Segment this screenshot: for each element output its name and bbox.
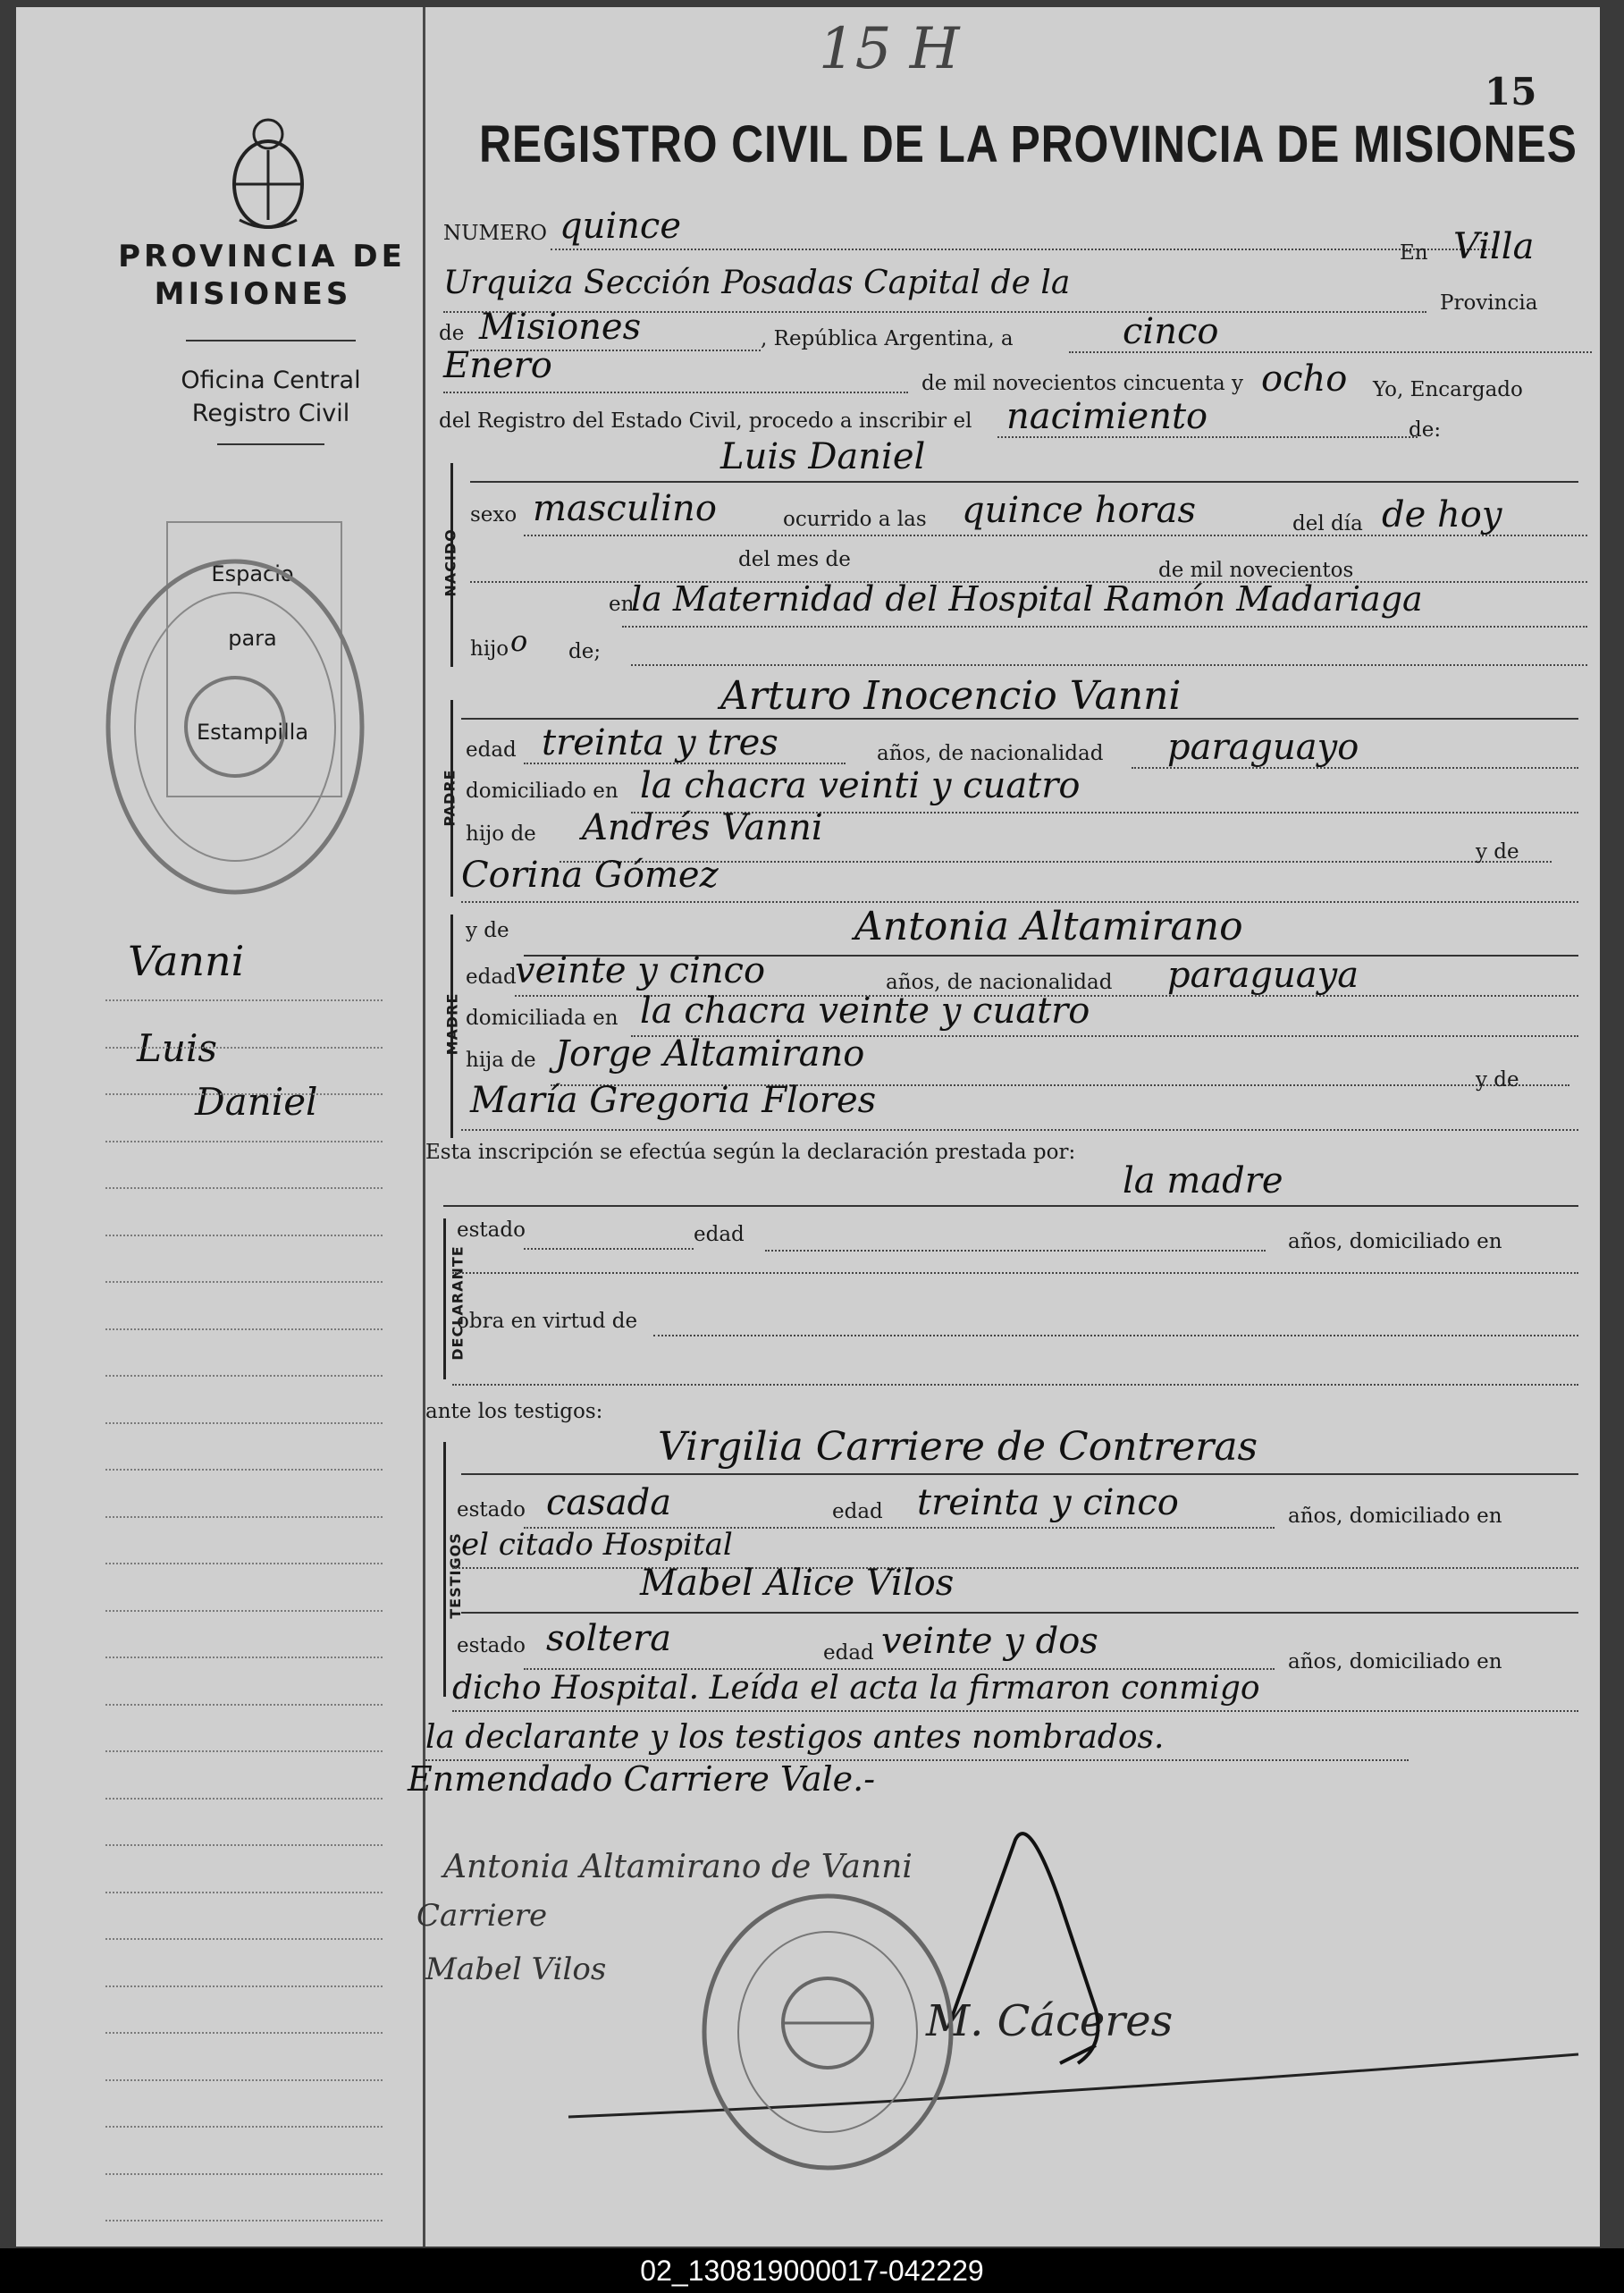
madre-section-label: MADRE	[443, 992, 461, 1056]
fill-line	[524, 1248, 694, 1250]
witness1-name: Virgilia Carriere de Contreras	[658, 1424, 1258, 1470]
y-de-label: y de	[1476, 840, 1519, 864]
divider	[186, 340, 356, 341]
closing-line-2: la declarante y los testigos antes nombrados.	[425, 1719, 1165, 1756]
rule	[461, 1473, 1578, 1475]
divider	[217, 443, 324, 445]
yo-label: Yo, Encargado	[1373, 378, 1523, 401]
testigos-section-label: TESTIGOS	[446, 1532, 464, 1619]
amendment-note: Enmendado Carriere Vale.-	[408, 1759, 876, 1799]
oval-seal-icon	[101, 552, 369, 901]
ruled-line	[105, 1750, 383, 1752]
witness1-age: treinta y cinco	[917, 1482, 1179, 1523]
handwritten-folio: 15 H	[819, 16, 960, 82]
hijo-label: hijo	[470, 637, 509, 661]
ruled-line	[105, 999, 383, 1001]
rule	[461, 718, 1578, 720]
father-father: Andrés Vanni	[582, 807, 823, 848]
estado-label: estado	[457, 1498, 526, 1522]
stamp-label-3: Estampilla	[196, 720, 309, 745]
ruled-line	[105, 1187, 383, 1189]
mother-age: veinte y cinco	[515, 950, 766, 991]
ruled-line	[105, 1844, 383, 1846]
ruled-line	[105, 1563, 383, 1564]
mother-mother: María Gregoria Flores	[470, 1080, 877, 1121]
fill-line	[452, 1384, 1578, 1386]
mother-name: Antonia Altamirano	[854, 904, 1243, 949]
fill-line	[461, 1129, 1578, 1131]
y-de-label: y de	[1476, 1068, 1519, 1092]
provincia-label: Provincia	[1440, 291, 1538, 315]
hour-value: quince horas	[962, 490, 1197, 531]
locality-value-2: Urquiza Sección Posadas Capital de la	[443, 265, 1071, 301]
fill-line	[524, 763, 846, 764]
registro-label: del Registro del Estado Civil, procedo a inscribir el	[439, 409, 972, 433]
sexo-label: sexo	[470, 503, 517, 527]
signature-mother: Antonia Altamirano de Vanni	[443, 1849, 913, 1885]
en-label: En	[1400, 241, 1428, 265]
obra-label: obra en virtud de	[457, 1310, 638, 1333]
hija-de-label: hija de	[466, 1049, 536, 1072]
stamp-label-1: Espacio	[211, 561, 294, 586]
ruled-line	[105, 1985, 383, 1987]
page-title: REGISTRO CIVIL DE LA PROVINCIA DE MISIONES	[479, 115, 1578, 173]
dia-value: de hoy	[1382, 494, 1502, 535]
ruled-line	[105, 1422, 383, 1424]
father-domicile: la chacra veinti y cuatro	[640, 765, 1081, 806]
edad-label: edad	[832, 1500, 883, 1523]
witness1-domicile: el citado Hospital	[461, 1527, 733, 1563]
image-id-bar: 02_130819000017-042229	[0, 2248, 1624, 2293]
mother-nationality: paraguaya	[1167, 955, 1359, 996]
father-mother: Corina Gómez	[461, 855, 719, 896]
certificate-body	[408, 7, 1600, 2247]
domiciliado-label: domiciliado en	[466, 780, 618, 803]
declaracion-label: Esta inscripción se efectúa según la declaración prestada por:	[425, 1141, 1076, 1164]
fill-line	[452, 1710, 1578, 1712]
fill-line	[997, 436, 1418, 438]
anios-domiciliado-label: años, domiciliado en	[1288, 1650, 1502, 1673]
mother-father: Jorge Altamirano	[555, 1033, 865, 1075]
anios-domiciliado-label: años, domiciliado en	[1288, 1505, 1502, 1528]
month-value: Enero	[443, 345, 552, 386]
margin-firstname: Luis	[137, 1026, 217, 1070]
margin-surname: Vanni	[128, 937, 245, 985]
ruled-line	[105, 1938, 383, 1940]
ruled-line	[105, 2079, 383, 2081]
ruled-line	[105, 1375, 383, 1377]
province-heading-1: PROVINCIA DE	[118, 239, 406, 274]
padre-section-label: PADRE	[441, 769, 459, 827]
father-name: Arturo Inocencio Vanni	[720, 673, 1182, 719]
rule	[470, 481, 1578, 483]
estado-label: estado	[457, 1634, 526, 1657]
witness1-estado: casada	[546, 1482, 672, 1523]
fill-line	[452, 1567, 1578, 1569]
coat-of-arms-icon	[223, 114, 313, 235]
year-value: ocho	[1261, 358, 1348, 400]
ruled-line	[105, 1892, 383, 1893]
fill-line	[1132, 767, 1578, 769]
de-label: de;	[568, 640, 602, 663]
ruled-line	[105, 1516, 383, 1518]
section-bracket	[443, 1442, 446, 1697]
mil-nov-label: de mil novecientos	[1158, 559, 1354, 582]
ruled-line	[105, 1704, 383, 1706]
year-label: de mil novecientos cincuenta y	[921, 372, 1244, 395]
y-de-label: y de	[466, 919, 509, 942]
edad-label: edad	[466, 965, 517, 989]
section-bracket	[443, 1218, 446, 1379]
hijo-de-label: hijo de	[466, 822, 536, 846]
del-dia-label: del día	[1292, 512, 1363, 535]
mother-domicile: la chacra veinte y cuatro	[640, 991, 1090, 1032]
nacionalidad-label: años, de nacionalidad	[886, 971, 1113, 994]
left-margin-column	[16, 7, 425, 2247]
ruled-line	[105, 2032, 383, 2034]
hijo-value: o	[510, 624, 528, 658]
ruled-line	[105, 2220, 383, 2221]
signature-witness1: Carriere	[417, 1898, 548, 1934]
round-seal-icon	[698, 1889, 957, 2175]
republica-label: , República Argentina, a	[761, 327, 1014, 350]
locality-value: Villa	[1453, 226, 1535, 267]
place-value: la Maternidad del Hospital Ramón Madariaga	[631, 579, 1423, 619]
closing-line-1: dicho Hospital. Leída el acta la firmaron conmigo	[452, 1670, 1260, 1707]
de-label: de	[439, 322, 465, 345]
nacionalidad-label: años, de nacionalidad	[877, 742, 1104, 765]
ruled-line	[105, 1469, 383, 1471]
ruled-line	[105, 1047, 383, 1049]
office-line-1: Oficina Central	[181, 367, 361, 394]
estado-label: estado	[457, 1218, 526, 1242]
ruled-line	[105, 1281, 383, 1283]
declarante-section-label: DECLARANTE	[449, 1245, 467, 1361]
fill-line	[524, 535, 1587, 536]
domiciliada-label: domiciliada en	[466, 1007, 618, 1030]
ruled-line	[105, 2126, 383, 2128]
numero-label: NUMERO	[443, 222, 548, 245]
witness2-age: veinte y dos	[881, 1621, 1098, 1662]
page-number: 15	[1485, 70, 1537, 114]
father-nationality: paraguayo	[1167, 727, 1359, 768]
ocurrido-label: ocurrido a las	[783, 508, 927, 531]
edad-label: edad	[694, 1223, 745, 1246]
en-label: en	[609, 593, 635, 616]
document-page	[16, 7, 1600, 2247]
ruled-line	[105, 1610, 383, 1612]
ruled-line	[105, 1328, 383, 1330]
fill-line	[631, 664, 1587, 666]
fill-line	[1069, 351, 1592, 353]
fill-line	[461, 901, 1578, 903]
fill-line	[452, 1272, 1578, 1274]
ruled-line	[105, 1657, 383, 1658]
fill-line	[765, 1250, 1266, 1252]
del-mes-label: del mes de	[738, 548, 851, 571]
edad-label: edad	[823, 1641, 874, 1665]
child-name: Luis Daniel	[720, 436, 926, 477]
rule	[461, 1612, 1578, 1614]
act-value: nacimiento	[1006, 396, 1208, 437]
ruled-line	[105, 2173, 383, 2175]
fill-line	[622, 626, 1587, 628]
sexo-value: masculino	[533, 488, 717, 529]
rule	[443, 1205, 1578, 1207]
declarant-value: la madre	[1123, 1160, 1283, 1201]
witness2-estado: soltera	[546, 1618, 672, 1659]
office-line-2: Registro Civil	[191, 400, 350, 427]
province-heading-2: MISIONES	[154, 276, 352, 312]
margin-middlename: Daniel	[195, 1080, 318, 1124]
province-value: Misiones	[479, 307, 642, 348]
nacido-section-label: NACIDO	[442, 528, 459, 597]
numero-value: quince	[560, 206, 681, 247]
witness2-name: Mabel Alice Vilos	[640, 1563, 955, 1604]
ruled-line	[105, 1093, 383, 1095]
anios-domiciliado-label: años, domiciliado en	[1288, 1230, 1502, 1253]
father-age: treinta y tres	[542, 722, 778, 763]
signature-officer: M. Cáceres	[926, 1996, 1174, 2046]
stamp-label-2: para	[228, 626, 277, 651]
testigos-label: ante los testigos:	[425, 1400, 603, 1423]
fill-line	[443, 392, 908, 393]
edad-label: edad	[466, 738, 517, 762]
de-label: de:	[1409, 418, 1442, 442]
ruled-line	[105, 1235, 383, 1236]
fill-line	[653, 1335, 1578, 1336]
ruled-line	[105, 1141, 383, 1142]
ruled-line	[105, 1798, 383, 1800]
signature-witness2: Mabel Vilos	[425, 1952, 607, 1987]
fill-line	[551, 249, 1494, 250]
day-value: cinco	[1123, 311, 1219, 352]
